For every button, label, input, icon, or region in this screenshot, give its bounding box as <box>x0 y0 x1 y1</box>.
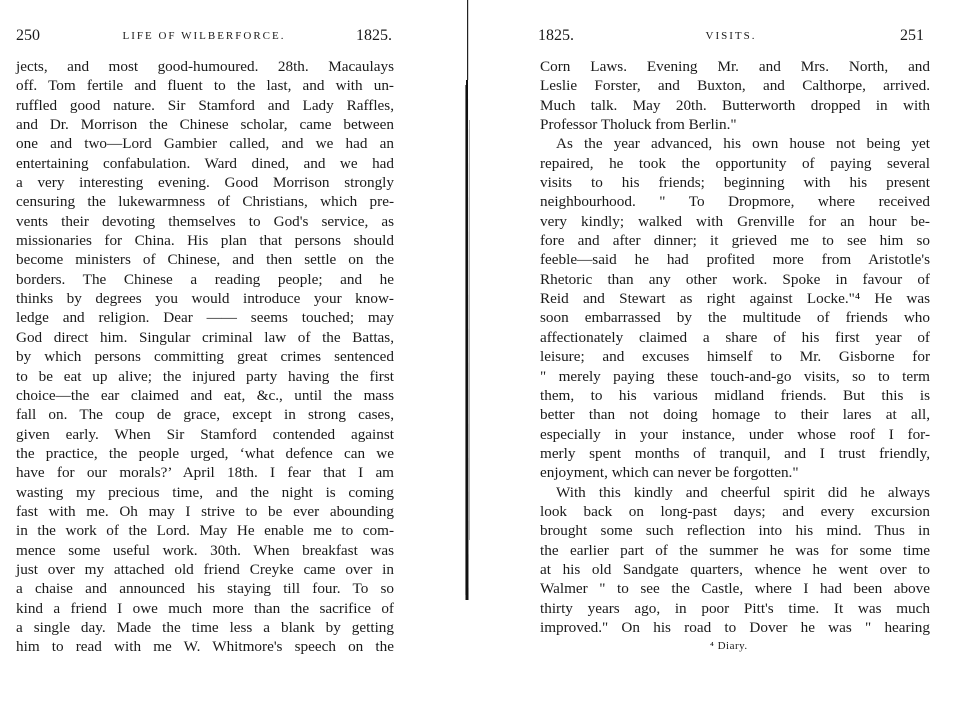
text-line: thinks by degrees you would introduce your know- <box>16 290 394 308</box>
text-line: visits to his friends; beginning with his present <box>540 174 930 192</box>
text-line: just over my attached old friend Creyke came over in <box>16 560 394 578</box>
text-line: and Dr. Morrison the Chinese scholar, came between <box>16 116 394 134</box>
text-line: vents their devoting themselves to God's service, as <box>16 212 394 230</box>
text-line: very kindly; walked with Grenville for an hour be- <box>540 212 930 230</box>
text-line: soon embarrassed by the multitude of friends who <box>540 309 930 327</box>
text-line: Rhetoric than any other work. Spoke in favour of <box>540 270 930 288</box>
text-line: choice—the ear claimed and eat, &c., until the mass <box>16 386 394 404</box>
right-page-header <box>538 27 924 47</box>
text-line: Professor Tholuck from Berlin." <box>540 116 737 134</box>
text-line: Corn Laws. Evening Mr. and Mrs. North, and <box>540 58 930 75</box>
page-number: 251 <box>900 27 924 44</box>
text-line: especially in your instance, under whose roof I for- <box>540 425 930 443</box>
right-page <box>470 0 980 705</box>
text-line: borders. The Chinese a reading people; and he <box>16 270 394 288</box>
text-line: God direct him. Singular criminal law of the Battas, <box>16 328 394 346</box>
text-line: better than not doing homage to their lares at all, <box>540 406 930 424</box>
text-line: become ministers of Chinese, and then settle on the <box>16 251 394 269</box>
text-line: a very interesting evening. Good Morrison strongly <box>16 174 394 192</box>
header-year: 1825. <box>538 27 574 44</box>
running-head: VISITS. <box>705 30 757 42</box>
text-line: by which persons committing great crimes sentenced <box>16 348 394 366</box>
text-line: missionaries for China. His plan that persons should <box>16 232 394 250</box>
text-line: brought some such reflection into his mind. Thus in <box>540 522 930 540</box>
text-line: fore and after dinner; it grieved me to see him so <box>540 232 930 250</box>
header-year: 1825. <box>356 27 392 44</box>
text-line: in the work of the Lord. May He enable me to com- <box>16 522 394 540</box>
text-line: Walmer " to see the Castle, where I had been above <box>540 580 930 598</box>
text-line: ledge and religion. Dear —— seems touched; may <box>16 309 394 327</box>
text-line: entertaining confabulation. Ward dined, and we had <box>16 154 394 172</box>
text-line: thirty years ago, in poor Pitt's time. It was much <box>540 599 930 617</box>
text-line: As the year advanced, his own house not being yet <box>556 135 930 153</box>
text-line: fall on. The coup de grace, except in strong cases, <box>16 406 394 424</box>
page-number: 250 <box>16 27 40 44</box>
text-line: feeble—said he had profited more from Aristotle's <box>540 251 930 269</box>
left-page-header <box>16 27 392 47</box>
text-line: affectionately claimed a share of his first year of <box>540 328 930 346</box>
left-page <box>0 0 465 705</box>
text-line: repaired, he took the opportunity of paying several <box>540 154 930 172</box>
text-line: look back on long-past days; and every excursion <box>540 502 930 520</box>
text-line: fast with me. Oh may I strive to be ever abounding <box>16 502 394 520</box>
running-head: LIFE OF WILBERFORCE. <box>122 30 286 42</box>
text-line: him to read with me W. Whitmore's speech on the <box>16 638 394 656</box>
text-line: enjoyment, which can never be forgotten." <box>540 464 799 482</box>
text-line: jects, and most good-humoured. 28th. Macaulays <box>16 58 394 75</box>
left-page-body <box>16 57 394 657</box>
text-line: a chaise and announced his staying till four. To so <box>16 580 394 598</box>
text-line: have for our morals?’ April 18th. I fear that I am <box>16 464 394 482</box>
text-line: a single day. Made the time less a blank by getting <box>16 618 394 636</box>
text-line: With this kindly and cheerful spirit did he always <box>556 483 930 501</box>
text-line: them, to his various midland friends. But this is <box>540 386 930 404</box>
text-line: ruffled good nature. Sir Stamford and Lady Raffles, <box>16 96 394 114</box>
text-line: the earlier part of the summer he was for some time <box>540 541 930 559</box>
text-line: neighbourhood. " To Dropmore, where received <box>540 193 930 211</box>
text-line: to be eat up alive; the injured party having the first <box>16 367 394 385</box>
text-line: " merely paying these touch-and-go visits, so to term <box>540 367 930 385</box>
text-line: leisure; and excuses himself to Mr. Gisborne for <box>540 348 930 366</box>
text-line: mence some useful work. 30th. When breakfast was <box>16 541 394 559</box>
text-line: one and two—Lord Gambier called, and we had an <box>16 135 394 153</box>
text-line: censuring the lukewarmness of Christians, which pre- <box>16 193 394 211</box>
text-line: merly spent months of tranquil, and I trust friendly, <box>540 444 930 462</box>
text-line: Reid and Stewart as right against Locke."⁴ He was <box>540 290 930 308</box>
text-line: improved." On his road to Dover he was " hearing <box>540 618 930 636</box>
right-page-body <box>540 57 930 637</box>
text-line: at his old Sandgate quarters, whence he went over to <box>540 560 930 578</box>
text-line: the practice, the people urged, ‘what defence can we <box>16 444 394 462</box>
text-line: kind a friend I owe much more than the sacrifice of <box>16 599 394 617</box>
text-line: given early. When Sir Stamford contended against <box>16 425 394 443</box>
text-line: Much talk. May 20th. Butterworth dropped in with <box>540 96 930 114</box>
text-line: off. Tom fertile and fluent to the last, and with un- <box>16 77 394 95</box>
footnote: ⁴ Diary. <box>710 640 748 652</box>
text-line: Leslie Forster, and Buxton, and Calthorpe, arrived. <box>540 77 930 95</box>
text-line: wasting my precious time, and the night is coming <box>16 483 394 501</box>
